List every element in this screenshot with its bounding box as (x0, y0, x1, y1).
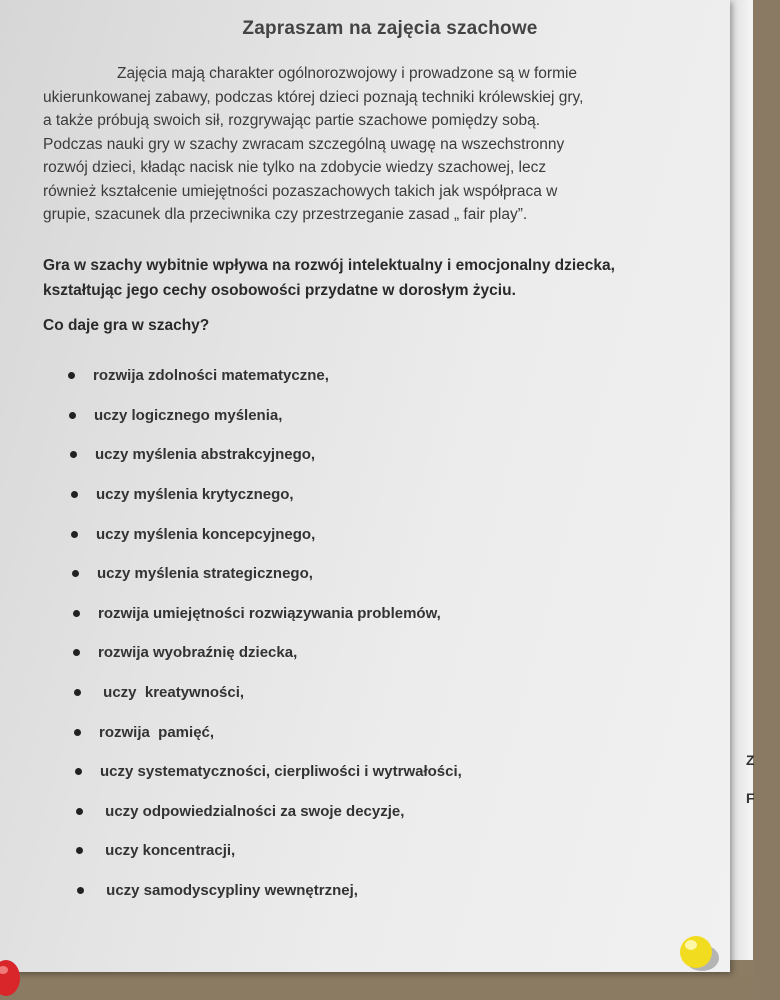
intro-line: ukierunkowanej zabawy, podczas której dzieci poznają techniki królewskiej gry, (43, 88, 584, 106)
intro-paragraph (43, 62, 628, 227)
list-item (68, 831, 462, 871)
bullet-icon (74, 689, 81, 696)
benefits-list (68, 356, 462, 910)
intro-line: rozwój dzieci, kładąc nacisk nie tylko na zdobycie wiedzy szachowej, lecz (43, 159, 547, 176)
bullet-icon (69, 412, 76, 419)
emphasis-paragraph (43, 253, 615, 303)
list-item (68, 396, 462, 436)
list-item-text: uczy koncentracji, (101, 842, 236, 860)
bullet-icon (73, 610, 80, 617)
list-item-text: rozwija pamięć, (99, 723, 215, 741)
list-item (68, 712, 462, 752)
intro-line: Podczas nauki gry w szachy zwracam szczególną uwagę na wszechstronny (43, 135, 565, 153)
list-item-text: uczy myślenia strategicznego, (97, 565, 313, 583)
bullet-icon (71, 531, 78, 538)
list-item (68, 752, 462, 792)
bullet-icon (70, 451, 77, 458)
document-title: Zapraszam na zajęcia szachowe (242, 18, 538, 39)
emphasis-line: kształtując jego cechy osobowości przydatne w dorosłym życiu. (43, 282, 516, 299)
list-item (68, 673, 462, 713)
bullet-icon (72, 570, 79, 577)
list-item (68, 356, 462, 396)
list-item (68, 475, 462, 515)
emphasis-line: Gra w szachy wybitnie wpływa na rozwój intelektualny i emocjonalny dziecka, (43, 257, 615, 274)
yellow-pushpin-icon (676, 928, 722, 974)
benefits-heading: Co daje gra w szachy? (43, 317, 210, 334)
bullet-icon (74, 729, 81, 736)
bullet-icon (76, 847, 83, 854)
bullet-icon (77, 887, 84, 894)
intro-line: również kształcenie umiejętności pozaszachowych takich jak współpraca w (43, 182, 558, 200)
list-item-text: uczy kreatywności, (99, 684, 245, 702)
bullet-icon (73, 649, 80, 656)
list-item-text: uczy systematyczności, cierpliwości i wytrwałości, (100, 763, 462, 781)
list-item-text: uczy myślenia abstrakcyjnego, (95, 446, 316, 464)
list-item-text: uczy odpowiedzialności za swoje decyzje, (101, 802, 405, 820)
list-item-text: rozwija umiejętności rozwiązywania problemów, (98, 604, 441, 622)
bullet-icon (71, 491, 78, 498)
bullet-icon (68, 372, 75, 379)
list-item-text: uczy myślenia krytycznego, (96, 486, 294, 504)
intro-line: grupie, szacunek dla przeciwnika czy przestrzeganie zasad „ fair play”. (43, 206, 528, 223)
intro-line: a także próbują swoich sił, rozgrywając partie szachowe pomiędzy sobą. (43, 112, 541, 129)
background-sheet-glyph: F (746, 790, 755, 806)
list-item (68, 792, 462, 832)
red-pushpin-icon (0, 958, 24, 1000)
intro-line: Zajęcia mają charakter ogólnorozwojowy i prowadzone są w formie (117, 65, 578, 82)
list-item (68, 554, 462, 594)
list-item-text: uczy logicznego myślenia, (94, 406, 283, 424)
background-sheet-glyph: Z (746, 752, 755, 768)
list-item (68, 633, 462, 673)
list-item (68, 514, 462, 554)
list-item (68, 594, 462, 634)
list-item (68, 871, 462, 911)
list-item-text: rozwija zdolności matematyczne, (93, 367, 329, 385)
bullet-icon (76, 808, 83, 815)
list-item (68, 435, 462, 475)
list-item-text: rozwija wyobraźnię dziecka, (98, 644, 298, 662)
list-item-text: uczy myślenia koncepcyjnego, (96, 525, 316, 543)
bullet-icon (75, 768, 82, 775)
list-item-text: uczy samodyscypliny wewnętrznej, (102, 882, 358, 900)
